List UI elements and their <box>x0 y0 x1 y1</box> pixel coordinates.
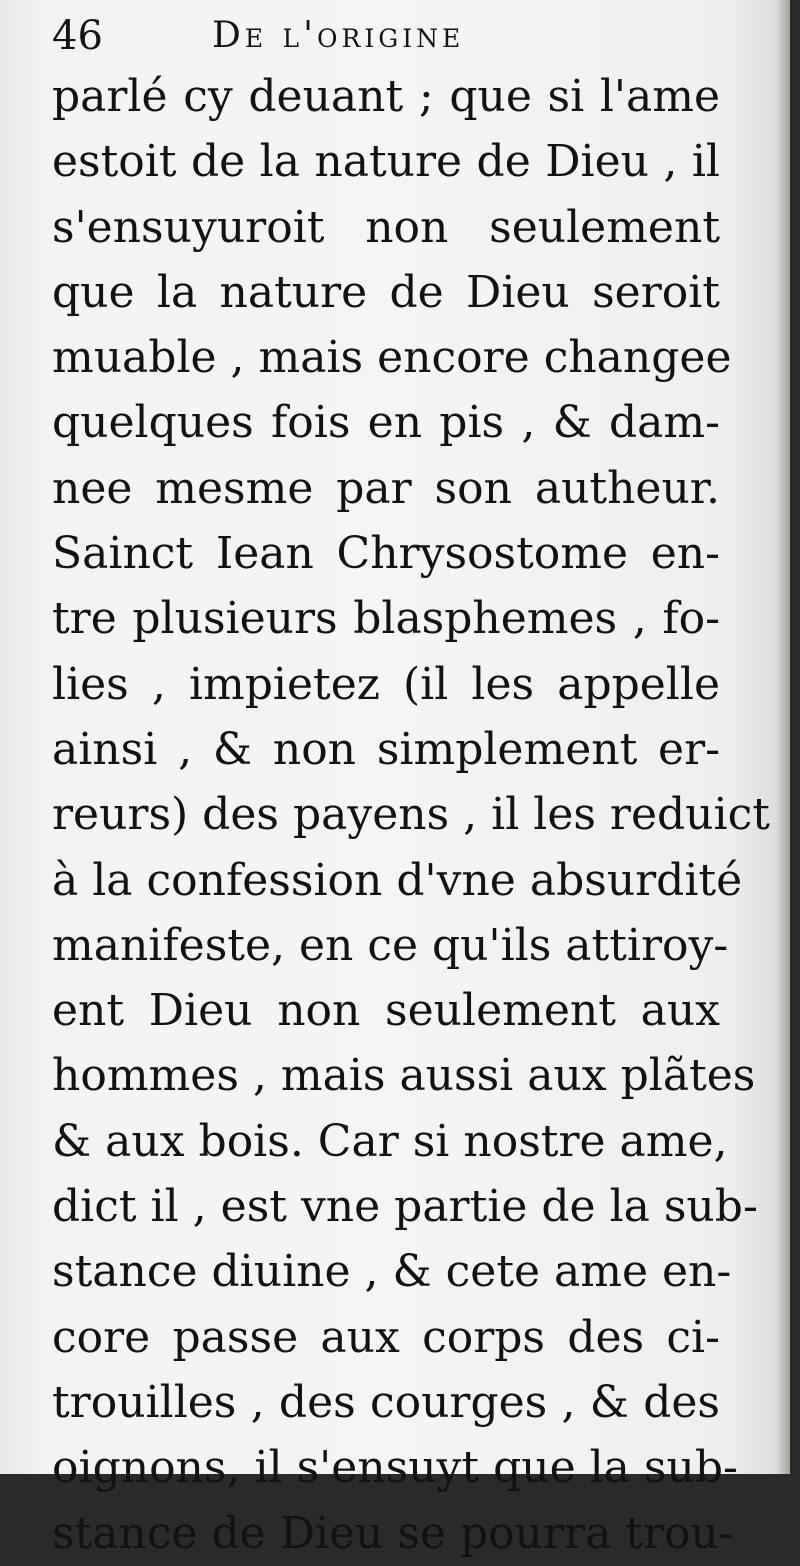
text-line: lies , impietez (il les appelle <box>52 658 720 710</box>
text-line: que la nature de Dieu seroit <box>52 266 720 318</box>
page-header <box>52 8 732 66</box>
text-line: dict il , est vne partie de la sub- <box>52 1181 758 1233</box>
text-line: & aux bois. Car si nostre ame, <box>52 1115 728 1167</box>
text-line: oignons, il s'ensuyt que la sub- <box>52 1442 738 1494</box>
text-line: core passe aux corps des ci- <box>52 1311 720 1363</box>
text-line: nee mesme par son autheur. <box>52 462 720 514</box>
text-line: à la confession d'vne absurdité <box>52 854 743 906</box>
text-line: ainsi , & non simplement er- <box>52 723 720 775</box>
text-line: Sainct Iean Chrysostome en- <box>52 528 720 580</box>
text-line: muable , mais encore changee <box>52 332 732 384</box>
text-line: s'ensuyuroit non seulement <box>52 201 720 253</box>
text-line: reurs) des payens , il les reduict <box>52 789 770 841</box>
text-line: hommes , mais aussi aux plãtes <box>52 1050 756 1102</box>
text-line: quelques fois en pis , & dam- <box>52 397 720 449</box>
text-line: ent Dieu non seulement aux <box>52 985 720 1037</box>
text-line: parlé cy deuant ; que si l'ame <box>52 71 720 122</box>
text-line: trouilles , des courges , & des <box>52 1376 720 1428</box>
body-text <box>52 64 770 1566</box>
text-line: estoit de la nature de Dieu , il <box>52 136 720 188</box>
text-line: manifeste, en ce qu'ils attiroy- <box>52 919 729 971</box>
text-line: stance de Dieu se pourra trou- <box>52 1507 734 1559</box>
running-head: De l'origine <box>212 15 465 56</box>
page-number: 46 <box>52 13 103 59</box>
text-line: stance diuine , & cete ame en- <box>52 1246 732 1298</box>
text-line: tre plusieurs blasphemes , fo- <box>52 593 720 645</box>
